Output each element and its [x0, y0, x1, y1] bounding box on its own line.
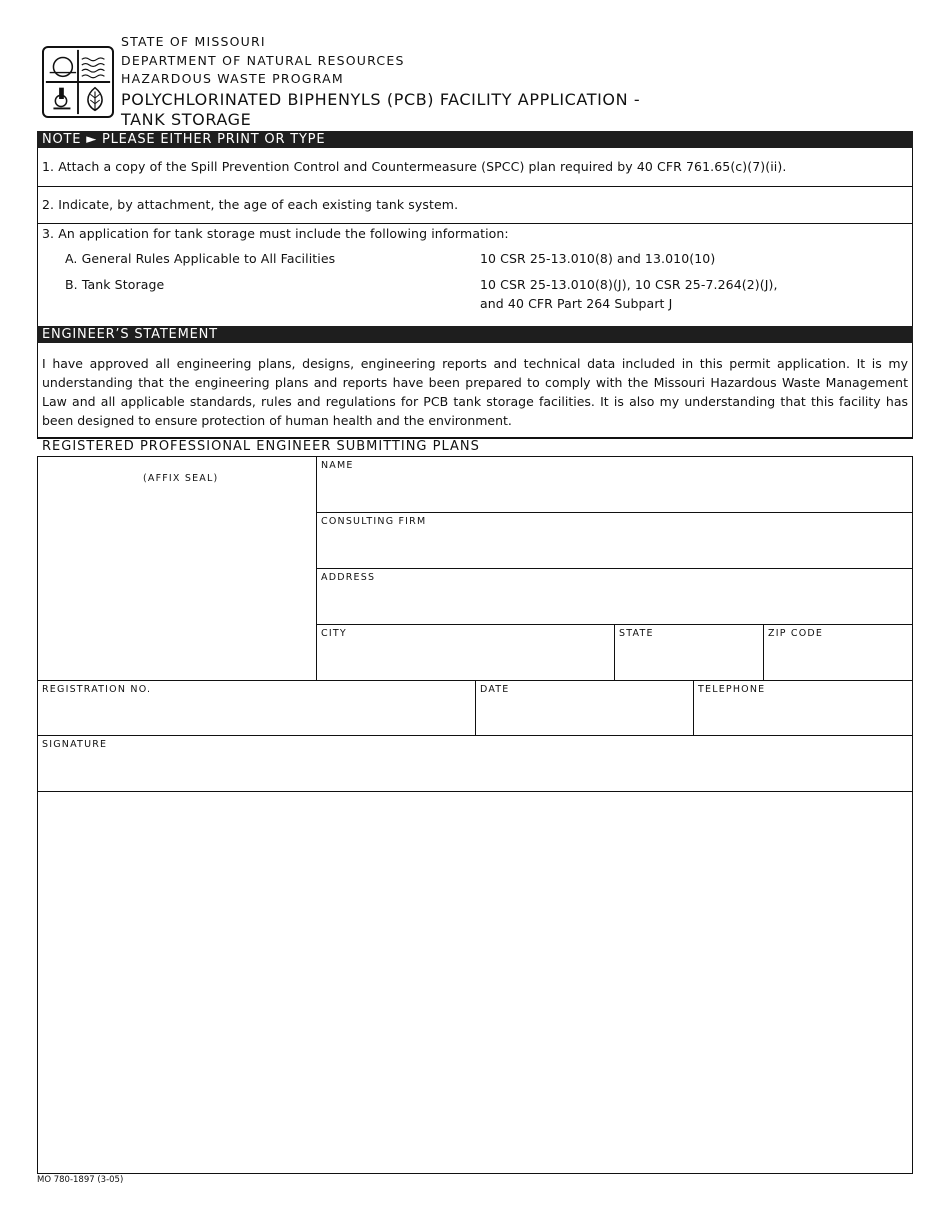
registration-no-label: REGISTRATION NO.: [42, 684, 152, 695]
form-title-line2: TANK STORAGE: [121, 110, 252, 129]
engineer-statement-bar: ENGINEER’S STATEMENT: [37, 326, 913, 343]
item-3b-label: B. Tank Storage: [65, 277, 165, 292]
signature-field[interactable]: [37, 735, 913, 792]
dnr-logo-icon: [42, 46, 114, 118]
agency-state: STATE OF MISSOURI: [121, 34, 266, 49]
form-title-line1: POLYCHLORINATED BIPHENYLS (PCB) FACILITY APPLICATION -: [121, 90, 641, 109]
date-field[interactable]: [475, 680, 694, 736]
pe-section-header: REGISTERED PROFESSIONAL ENGINEER SUBMITTING PLANS: [42, 439, 480, 454]
zip-code-field[interactable]: [763, 624, 913, 681]
blank-notes-area: [37, 791, 913, 1174]
form-number: MO 780-1897 (3-05): [37, 1175, 124, 1185]
zip-code-label: ZIP CODE: [768, 628, 824, 639]
affix-seal-area[interactable]: [37, 456, 317, 681]
state-label: STATE: [619, 628, 654, 639]
telephone-field[interactable]: [693, 680, 913, 736]
address-label: ADDRESS: [321, 572, 376, 583]
address-field[interactable]: [316, 568, 913, 625]
affix-seal-label: (AFFIX SEAL): [143, 473, 219, 484]
divider: [37, 186, 913, 187]
registration-no-field[interactable]: [37, 680, 476, 736]
instruction-item-3: 3. An application for tank storage must include the following information:: [42, 226, 509, 241]
item-3a-label: A. General Rules Applicable to All Facilities: [65, 251, 336, 266]
instruction-item-1: 1. Attach a copy of the Spill Prevention Control and Countermeasure (SPCC) plan required by 40 CFR 761.65(c)(7)(ii).: [42, 159, 787, 174]
telephone-label: TELEPHONE: [698, 684, 766, 695]
city-field[interactable]: [316, 624, 615, 681]
instruction-item-2: 2. Indicate, by attachment, the age of each existing tank system.: [42, 197, 459, 212]
agency-department: DEPARTMENT OF NATURAL RESOURCES: [121, 53, 405, 68]
name-field[interactable]: [316, 456, 913, 513]
consulting-firm-label: CONSULTING FIRM: [321, 516, 427, 527]
item-3b-reference-line1: 10 CSR 25-13.010(8)(J), 10 CSR 25-7.264(2)(J),: [480, 277, 778, 292]
city-label: CITY: [321, 628, 347, 639]
date-label: DATE: [480, 684, 510, 695]
item-3b-reference-line2: and 40 CFR Part 264 Subpart J: [480, 296, 673, 311]
name-label: NAME: [321, 460, 354, 471]
signature-label: SIGNATURE: [42, 739, 108, 750]
divider: [37, 223, 913, 224]
item-3a-reference: 10 CSR 25-13.010(8) and 13.010(10): [480, 251, 716, 266]
consulting-firm-field[interactable]: [316, 512, 913, 569]
engineer-statement-text: I have approved all engineering plans, designs, engineering reports and technical data included in this permit application. It is my understanding that the engineering plans and reports have been prepared to comply with the Missouri Hazardous Waste Management Law and all applicable standards, rules and regulations for PCB tank storage facilities. It is also my understanding that this facility has been designed to ensure protection of human health and the environment.: [42, 356, 908, 428]
agency-program: HAZARDOUS WASTE PROGRAM: [121, 71, 344, 86]
note-bar: NOTE ► PLEASE EITHER PRINT OR TYPE: [37, 131, 913, 148]
state-field[interactable]: [614, 624, 764, 681]
